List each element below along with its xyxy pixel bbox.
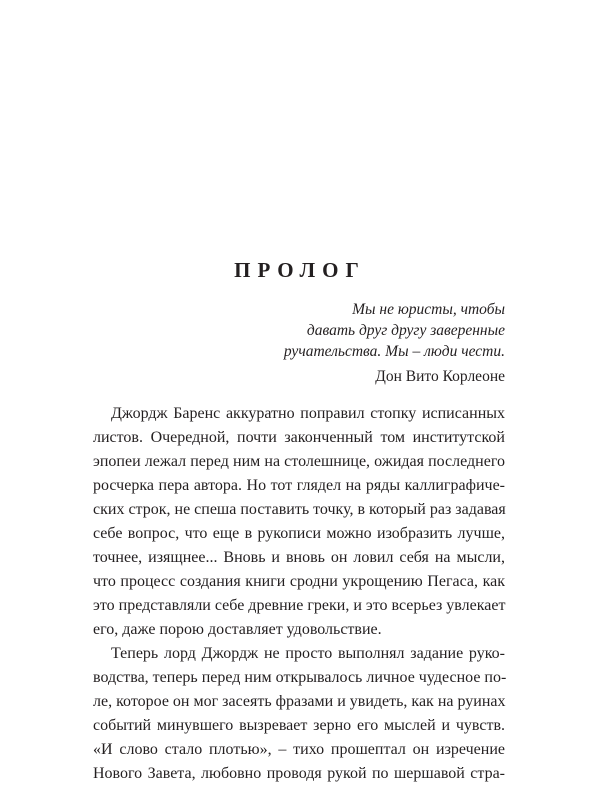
epigraph (145, 299, 505, 387)
text-line: это представляли себе древние греки, и это всерьез увлекает (93, 597, 506, 614)
text-line: Джордж Баренс аккуратно поправил стопку исписанных (111, 405, 505, 422)
epigraph-line: давать друг другу заверенные (306, 322, 505, 339)
text-line: росчерка пера автора. Но тот глядел на ряды каллиграфиче- (93, 477, 505, 494)
text-line: «И слово стало плотью», – тихо прошептал он изречение (93, 741, 505, 758)
chapter-title: ПРОЛОГ (234, 258, 366, 282)
text-line: ских строк, не спеша поставить точку, в который раз задавая (93, 501, 506, 518)
text-line: себе вопрос, что еще в рукописи можно изобразить лучше, (93, 525, 505, 542)
epigraph-line: ручательства. Мы – люди чести. (283, 343, 505, 360)
text-line: его, даже порою доставляет удовольствие. (93, 621, 382, 638)
text-line: Теперь лорд Джордж не просто выполнял задание руко- (111, 645, 505, 662)
text-line: что процесс создания книги сродни укрощению Пегаса, как (93, 573, 505, 590)
text-line: событий минувшего вызревает зерно его мыслей и чувств. (93, 717, 505, 734)
text-line: Нового Завета, любовно проводя рукой по шершавой стра- (93, 765, 505, 782)
epigraph-line: Мы не юристы, чтобы (352, 301, 505, 318)
epigraph-author: Дон Вито Корлеоне (375, 368, 505, 385)
text-line: водства, теперь перед ним открывалось личное чудесное по- (93, 669, 507, 686)
text-line: листов. Очередной, почти законченный том институтской (93, 429, 505, 446)
text-line: эпопеи лежал перед ним на столешнице, ожидая последнего (93, 453, 505, 470)
text-line: ле, которое он мог засеять фразами и увидеть, как на руинах (93, 693, 506, 710)
body-text (93, 402, 505, 786)
text-line: точнее, изящнее... Вновь и вновь он ловил себя на мысли, (93, 549, 505, 566)
